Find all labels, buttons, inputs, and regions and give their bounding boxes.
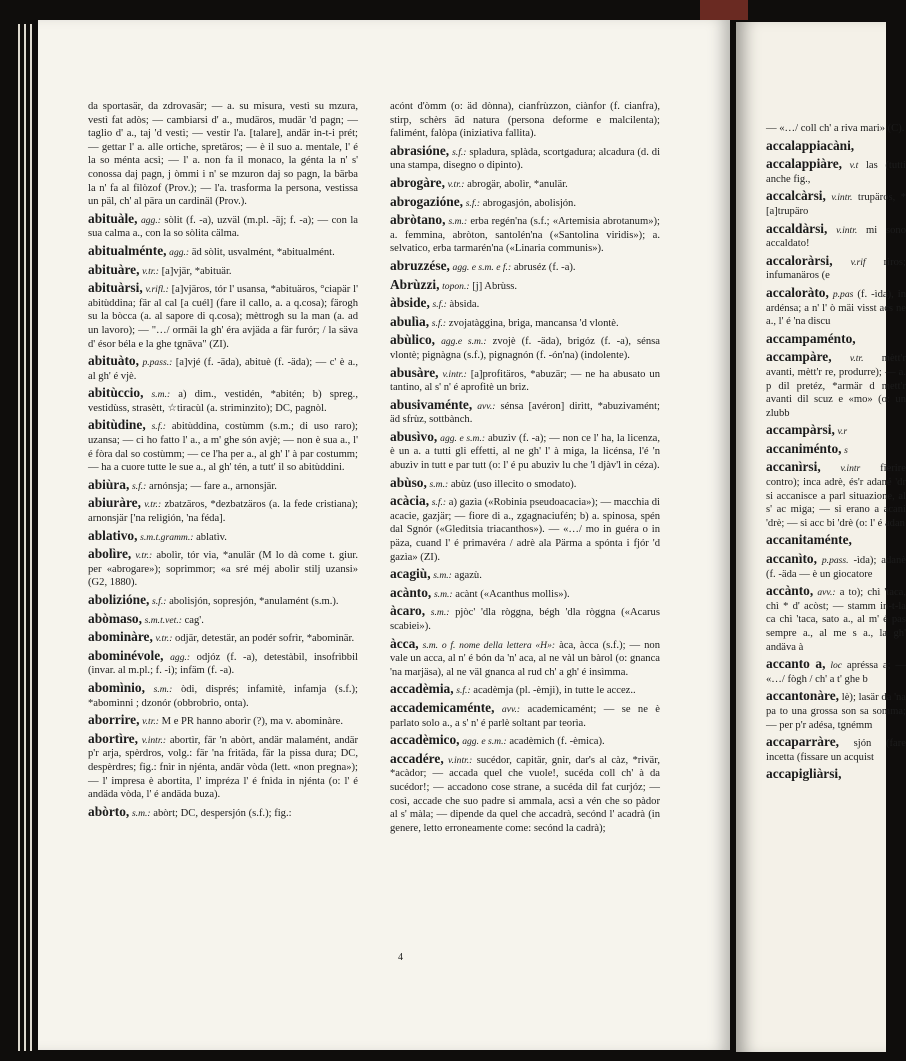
entry-headword: abitùdine, (88, 417, 146, 433)
dictionary-entry (766, 689, 906, 732)
entry-headword: àcaro, (390, 603, 426, 619)
dictionary-entry (766, 332, 906, 348)
entry-definition: cag'. (184, 614, 204, 626)
entry-headword: accampaménto, (766, 330, 856, 346)
entry-definition: acadèmich (f. -èmica). (509, 736, 605, 748)
dictionary-entry (390, 259, 660, 275)
entry-grammar: s.f.: (452, 146, 467, 158)
entry-definition: abolisjón, sopresjón, *anulamént (s.m.). (169, 596, 339, 607)
entry-definition: abitùddina, costùmm (s.m.; di uso raro); uzansa; — ci ho fatto l' a., a m' ghe són avjè; — non è sua a., l' é fòra dal so costùmm; — ce l'ha per a., al gh' l' à par costumm; — ha a cuore tutte le sue a., al gh' tén, a tutt' il so abitùddini. (88, 421, 358, 474)
entry-grammar: avv.: (501, 703, 521, 715)
dictionary-entry (88, 478, 358, 494)
entry-definition: acónt d'òmm (o: äd dònna), cianfrùzzon, ciànfor (f. cianfra), stirp, schèrs äd natura (persona deforme e malcilenta); falimént, falòpa (iniziativa fallita). (390, 101, 660, 140)
entry-grammar: s.f.: (151, 421, 166, 433)
dictionary-entry (390, 333, 660, 362)
entry-grammar: s.m.: (430, 607, 450, 619)
entry-definition: acànt («Acanthus mollis»). (455, 588, 570, 600)
entry-headword: accadèmico, (390, 732, 460, 748)
entry-definition: [a]vjäros, tór l' usansa, *abituäros, °ciapär l' abitùddina; fär al cal [a cuél] (fare il callo, a. a q.cosa); färogh su la bòcca (a. al sapore di q.cosa); mèttrogh su la man (a. ad un lavoro); — "…/ ormäi la gh' éra avjäda a fär furór; / la säva d' ésor béla e la ghe tgnäva" (ZI). (88, 284, 358, 350)
entry-definition: a) dim., vestidén, *abitén; b) spreg., vestidùss, strasètt, ☆tiracùl (a. striminzito); DC, pagnòl. (88, 389, 358, 414)
dictionary-entry (390, 682, 660, 698)
entry-definition: zbatzäros, *dezbatzäros (a. la fede cristiana); arnonsjär ['na religión, 'na féda]. (88, 499, 358, 525)
entry-headword: abitùccio, (88, 385, 144, 401)
entry-grammar: s.m.t.gramm.: (140, 531, 194, 543)
entry-grammar: s.m.: (433, 588, 453, 600)
entry-grammar: loc (830, 660, 843, 672)
dictionary-entry (88, 354, 358, 383)
dictionary-entry (766, 767, 906, 783)
entry-definition: abolìr, tór via, *anulär (M lo dà come t. giur. per «abrogare»); soprimmor; «a sré méj abolìr stilj uzansi» (G2, 1880). (88, 550, 358, 589)
dictionary-entry (766, 222, 906, 251)
entry-headword: abomìnio, (88, 679, 145, 695)
entry-grammar: agg. e s.m.: (440, 432, 486, 444)
dictionary-entry (390, 604, 660, 633)
entry-definition: erba regén'na (s.f.; «Artemisia abrotanum»); a. femmina, abròton, santolén'na («Santolina viridis»); a. selvatico, erba tarmarén'na («Linaria communis»). (390, 216, 660, 255)
entry-grammar: s.m.t.vet.: (144, 614, 182, 626)
entry-definition: abruséz (f. -a). (513, 261, 576, 273)
entry-headword: abusàre, (390, 364, 439, 380)
entry-definition: — «…/ coll ch' a riva mari» (C). (766, 123, 905, 134)
dictionary-entry (390, 195, 660, 211)
entry-definition: abrogär, abolìr, *anulär. (467, 178, 568, 190)
left-column (88, 100, 358, 823)
entry-grammar: s.f.: (431, 317, 447, 329)
entry-headword: accaniménto, (766, 440, 842, 456)
dictionary-entry (88, 244, 358, 260)
entry-headword: abituàre, (88, 261, 140, 277)
entry-definition: mi sono accaldato! (766, 224, 906, 250)
entry-headword: accapigliàrsi, (766, 766, 842, 782)
dictionary-entry (390, 398, 660, 427)
dictionary-entry (766, 122, 906, 136)
dictionary-entry (766, 286, 906, 329)
entry-grammar: agg.e s.m.: (441, 336, 487, 348)
entry-headword: abòmaso, (88, 610, 142, 626)
dictionary-entry (766, 735, 906, 764)
entry-definition: abrogasjón, abolisjón. (482, 197, 577, 209)
entry-headword: abùlico, (390, 332, 436, 348)
dictionary-entry (390, 701, 660, 730)
dictionary-entry (88, 496, 358, 525)
entry-headword: accaloràrsi, (766, 252, 833, 268)
entry-headword: accaldàrsi, (766, 220, 828, 236)
entry-headword: àbside, (390, 295, 430, 311)
entry-headword: accampàrsi, (766, 422, 835, 438)
dictionary-entry (88, 732, 358, 802)
entry-grammar: v.tr. (849, 353, 864, 365)
entry-headword: accademicaménte, (390, 699, 495, 715)
dictionary-entry (390, 278, 660, 294)
entry-headword: abitualménte, (88, 242, 167, 258)
entry-grammar: s.m.: (131, 807, 151, 819)
dictionary-entry (88, 100, 358, 209)
entry-grammar: v.tr.: (144, 499, 162, 511)
entry-headword: abolizióne, (88, 592, 150, 607)
dictionary-entry (88, 529, 358, 545)
entry-grammar: v.tr.: (447, 178, 465, 190)
entry-grammar: p.pas (832, 288, 854, 300)
entry-headword: abusivaménte, (390, 396, 473, 412)
entry-grammar: s.m.: (433, 570, 452, 582)
dictionary-entry (766, 584, 906, 654)
entry-headword: abortìre, (88, 730, 138, 746)
dictionary-entry (390, 100, 660, 141)
entry-definition: a to); chì 'taca, chì * d' acòst; — stamm in-t-la ca chì 'taca, sato a., al m' é pas sempre a., al me s a., la gh' andäva à (766, 587, 906, 653)
entry-definition: odjóz (f. -a), detestàbil, insofrìbbil (invar. al m.pl.; f. -i); infäm (f. -a). (88, 651, 358, 677)
entry-definition: fierire contro); inca adrè, és'r adané 'dr si accanisce a parl situazione, al s' ac miga; — si erano a acani 'drè; — si acc bi 'drè (o: l' é adan (766, 463, 906, 529)
dictionary-entry (88, 263, 358, 279)
entry-grammar: s.f.: (432, 299, 447, 311)
entry-headword: abròtano, (390, 212, 446, 228)
dictionary-entry (88, 418, 358, 474)
dictionary-entry (88, 681, 358, 710)
entry-definition: mètt'r avanti, mètt'r re, produrre); — a. p dil pretéz, *armär d mett'r avanti dil scuz e «mo» (o: un zlubb (766, 353, 906, 419)
entry-definition: rìros; infumanäros (e (766, 256, 906, 282)
right-page (736, 22, 906, 1052)
entry-headword: accaparràre, (766, 734, 839, 750)
entry-headword: accalappiacàni, (766, 137, 855, 153)
entry-definition: a) gazìa («Robinia pseudoacacia»); — macchia di acacie, gazjär; — fiore di a., zgagnaciufén; b) a. spinosa, spén dal Sgnór («Gleditsia triacanthos»). — «…/ mo in guéra o in päza, cuand l' é primavéra / adrè ala Pärma a spónta i fjór 'd gazìa» (ZI). (390, 497, 660, 563)
entry-definition: [a]vjär, *abituär. (161, 265, 232, 277)
entry-headword: accànto, (766, 583, 814, 599)
entry-definition: lè); lasär da 'na pa to una grossa son sa somma; — per p'r adésa, tgnémm (766, 692, 906, 731)
entry-definition: àca, àcca (s.f.); — non vale un acca, al n' é bón da 'n' aca, al ne vàl un bàrol (o: gnanca 'na marjäsa), al ne väl gnanca al rud ch' a gh' é insìmma. (390, 639, 660, 678)
entry-grammar: agg.: (170, 651, 191, 663)
entry-grammar: avv.: (477, 400, 496, 412)
right-column (766, 122, 906, 786)
entry-headword: abituàle, (88, 210, 138, 226)
entry-grammar: s.m. o f. nome della lettera «H»: (422, 639, 556, 651)
dictionary-entry (390, 494, 660, 564)
entry-definition: [a]vjé (f. -äda), abituè (f. -äda); — c' è a., al gh' é vjè. (88, 357, 358, 382)
dictionary-entry (766, 657, 906, 686)
entry-grammar: s.f.: (456, 685, 471, 697)
dictionary-entry (88, 547, 358, 590)
entry-definition: äd sòlit, usvalmént, *abitualmént. (191, 246, 335, 258)
entry-grammar: v.r (837, 426, 848, 438)
entry-grammar: s.m.: (448, 216, 468, 228)
dictionary-entry (88, 212, 358, 241)
dictionary-entry (766, 423, 906, 439)
entry-definition: zvojè (f. -äda), brigóz (f. -a), sénsa vlontè; pignàgna (s.f.), pignagnón (f. -ón'na) (indolente). (390, 336, 661, 361)
bookmark-ribbon (700, 0, 748, 20)
entry-headword: abiùra, (88, 476, 130, 492)
entry-definition: acadèmja (pl. -èmji), in tutte le accez.. (473, 685, 636, 697)
dictionary-entry (88, 649, 358, 678)
entry-headword: acagiù, (390, 566, 431, 582)
entry-grammar: v.intr (840, 463, 861, 475)
entry-definition: àbsida. (449, 299, 480, 311)
dictionary-entry (390, 733, 660, 749)
entry-headword: accanìto, (766, 551, 817, 567)
entry-grammar: v.tr.: (142, 265, 159, 277)
page-edge (24, 24, 26, 1051)
entry-definition: da sportasär, da zdrovasär; — a. su misura, vestì su mzura, vestì fat adòs; — cambiarsi d' a., mudäros, mudär 'd pagn; — taglio d' a., taj 'd vestì; — vestir l'a. [talare], andär in-t-i prét; — gettar l' a. alle ortiche, spretäros; — è il suo a. mentale, l' é la so ménta acsì; — l' a. non fa il monaco, la génta la n' s' conossa daj pagn, j òmmi i n' se mzuron daj so pagn, la bärba la n' fa al filòzof (Prov.); — l'a. trasforma la persona, vestissa un päl, ch' al pära un cardinäl (Prov.). (88, 101, 358, 208)
entry-definition: [a]profitäros, *abuzär; — ne ha abusato un tantino, al s' n' é aprofitè un briz. (390, 368, 661, 394)
entry-grammar: s.f.: (465, 197, 481, 209)
entry-definition: sénsa [avéron] dirìtt, *abuzivamént; äd sfrùz, sottbànch. (390, 400, 660, 426)
entry-definition: spladura, splàda, scortgadura; alcadura (d. di una stampa, disegno o dipinto). (390, 146, 661, 172)
entry-headword: accanìrsi, (766, 459, 821, 475)
entry-headword: abrogazióne, (390, 193, 464, 209)
dictionary-entry (766, 442, 906, 458)
entry-grammar: v.rifl.: (145, 284, 169, 296)
dictionary-entry (88, 805, 358, 821)
dictionary-entry (766, 157, 906, 186)
page-edge (30, 24, 32, 1051)
entry-grammar: v.intr. (831, 192, 853, 204)
entry-definition: academicamént; — se ne è parlato solo a., a s' n' é parlè soltant par teorìa. (390, 703, 661, 729)
entry-definition: abortìr, fär 'n abòrt, andär malamént, andär p'r arja, spèrdros, volg.: fär 'na fritäda, fär la pissa dura; DC, despèrdres; fig.: fnìr in njénta, andär vòda (lett. «non pregna»); — l' impresa è abortita, l' impréza l' é fnìda in njénta (o: l' é andäda vòda, l' é andäda buza). (88, 734, 358, 801)
entry-headword: ablativo, (88, 527, 138, 543)
entry-headword: accampàre, (766, 349, 832, 365)
entry-headword: accadére, (390, 750, 444, 766)
entry-grammar: v.intr. (836, 224, 858, 236)
entry-grammar: p.pass.: (142, 357, 173, 369)
entry-definition: òdi, disprés; infamìtè, infamja (s.f.); *abomìnni ; dzonór (obbrobrio, onta). (88, 683, 358, 709)
entry-grammar: s.m.: (151, 389, 171, 401)
entry-headword: acàcia, (390, 493, 430, 509)
dictionary-entry (88, 281, 358, 351)
entry-grammar: avv.: (817, 587, 836, 599)
entry-definition: -ìda); adanè (f. -äda — è un giocatore (766, 555, 906, 580)
entry-grammar: agg. e s.m. e f.: (452, 261, 512, 273)
dictionary-entry (88, 386, 358, 415)
entry-grammar: v.intr.: (141, 734, 167, 746)
entry-definition: agazù. (454, 570, 482, 582)
entry-definition: apréssa a; — «…/ fògh / ch' a t' ghe b (766, 660, 906, 685)
entry-headword: abolìre, (88, 546, 132, 562)
entry-definition: las (tutti anche fig., (766, 160, 906, 185)
entry-headword: abusìvo, (390, 428, 438, 444)
dictionary-entry (390, 586, 660, 602)
entry-headword: accanitaménte, (766, 532, 852, 548)
entry-grammar: v.tr.: (142, 716, 159, 728)
entry-grammar: p.pass. (821, 555, 849, 567)
dictionary-entry (390, 476, 660, 492)
entry-headword: abòrto, (88, 803, 130, 819)
dictionary-entry (390, 315, 660, 331)
entry-definition: arnónsja; — fare a., arnonsjär. (149, 480, 277, 492)
entry-headword: abituàto, (88, 353, 139, 369)
entry-definition: ablatìv. (196, 531, 227, 543)
entry-grammar: s.f.: (431, 497, 447, 509)
entry-grammar: agg.: (140, 214, 161, 226)
entry-grammar: v.rif (850, 256, 866, 268)
entry-grammar: v.tr.: (155, 633, 173, 645)
entry-grammar: s.f.: (131, 480, 147, 492)
entry-definition: (f. -ìda), in ardénsa; a n' l' ò mäi visst acs ne a., l' é 'na discu (766, 288, 906, 328)
entry-grammar: s.m.: (429, 478, 449, 490)
entry-definition: odjär, detestär, an podér sofrìr, *abominär. (175, 633, 355, 645)
dictionary-entry (390, 567, 660, 583)
entry-headword: aborrire, (88, 712, 140, 728)
entry-definition: [j] Abrùss. (472, 280, 517, 292)
dictionary-entry (766, 533, 906, 549)
dictionary-entry (766, 139, 906, 155)
entry-headword: abiuràre, (88, 495, 141, 511)
entry-headword: accalappiàre, (766, 156, 842, 172)
entry-headword: accalcàrsi, (766, 188, 826, 204)
dictionary-entry (766, 350, 906, 420)
dictionary-entry (390, 296, 660, 312)
dictionary-entry (390, 144, 660, 173)
entry-headword: abruzzése, (390, 257, 450, 273)
entry-grammar: topon.: (442, 280, 470, 292)
entry-definition: sjón (fare incetta (fissare un acquist (766, 738, 906, 763)
entry-definition: abùz (uso illecito o smodato). (450, 478, 577, 490)
entry-headword: abùso, (390, 474, 427, 490)
entry-grammar: v.intr.: (448, 754, 473, 766)
entry-headword: abrasióne, (390, 142, 450, 158)
entry-headword: abulìa, (390, 313, 430, 329)
entry-headword: abominàre, (88, 629, 153, 645)
entry-grammar: agg.: (169, 246, 190, 258)
dictionary-entry (766, 254, 906, 283)
dictionary-entry (88, 593, 358, 609)
entry-grammar: v.intr.: (442, 368, 467, 380)
entry-grammar: s.m.: (153, 683, 173, 695)
entry-headword: abominévole, (88, 647, 164, 663)
entry-headword: abituàrsi, (88, 280, 143, 296)
entry-definition: trupäros, *[a]trupäro (766, 192, 906, 217)
entry-headword: accaloràto, (766, 284, 829, 300)
entry-grammar: v.t (849, 160, 859, 172)
entry-headword: accantonàre, (766, 688, 840, 704)
dictionary-entry (88, 630, 358, 646)
dictionary-entry (88, 713, 358, 729)
dictionary-entry (390, 752, 660, 836)
dictionary-entry (766, 189, 906, 218)
entry-definition: M e PR hanno aborìr (?), ma v. abominàre. (161, 716, 344, 728)
entry-definition: zvojatàggina, briga, mancansa 'd vlontè. (448, 317, 619, 329)
entry-headword: abrogàre, (390, 174, 445, 190)
dictionary-entry (390, 176, 660, 192)
entry-grammar: v.tr.: (135, 550, 153, 562)
dictionary-entry (390, 430, 660, 473)
page-edge (18, 24, 20, 1051)
dictionary-entry (390, 637, 660, 680)
entry-grammar: s.f.: (152, 596, 167, 607)
dictionary-entry (390, 213, 660, 256)
dictionary-entry (88, 612, 358, 628)
entry-grammar: agg. e s.m.: (462, 736, 507, 748)
entry-headword: accadèmia, (390, 681, 454, 697)
entry-headword: Abrùzzi, (390, 276, 440, 292)
entry-headword: àcca, (390, 635, 419, 651)
entry-headword: accanto a, (766, 656, 826, 672)
entry-definition: pjòc' 'dla ròggna, bégh 'dla ròggna («Acarus scabiei»). (390, 607, 660, 632)
dictionary-entry (766, 460, 906, 530)
entry-grammar: s (844, 444, 848, 456)
entry-headword: acànto, (390, 584, 432, 600)
page-number: 4 (398, 952, 403, 963)
dictionary-entry (766, 552, 906, 581)
middle-column (390, 100, 660, 838)
entry-definition: sòlit (f. -a), uzväl (m.pl. -äj; f. -a); — con la sua calma a., con la so sòlita cälma. (88, 214, 358, 240)
entry-definition: abuzìv (f. -a); — non ce l' ha, la licenza, è un a. a tutti gli effetti, al ne gh' l' à miga, la licénsa, l'é 'n abuzìv in tutt e par tutt (o: l' é pu abuzìv lu che 'l djàv'l in céza). (390, 432, 661, 472)
entry-definition: sucédor, capitär, gnir, dar's al càz, *rivär, *acàdor; — accada quel che vuole!, sucéda coll ch' à da sucédor!; — accadono cose strane, a sucéda dil fat curjóz; — così, accade che suo padre si ammala, acsì a vén che so pàdor al s' màla; — dipende da quel che accadrà, secónd l' acadrà (in genere, letto erroneamente come: secónd la cadrà); (390, 754, 660, 834)
entry-definition: abòrt; DC, despersjón (s.f.); fig.: (153, 807, 292, 819)
dictionary-entry (390, 366, 660, 395)
